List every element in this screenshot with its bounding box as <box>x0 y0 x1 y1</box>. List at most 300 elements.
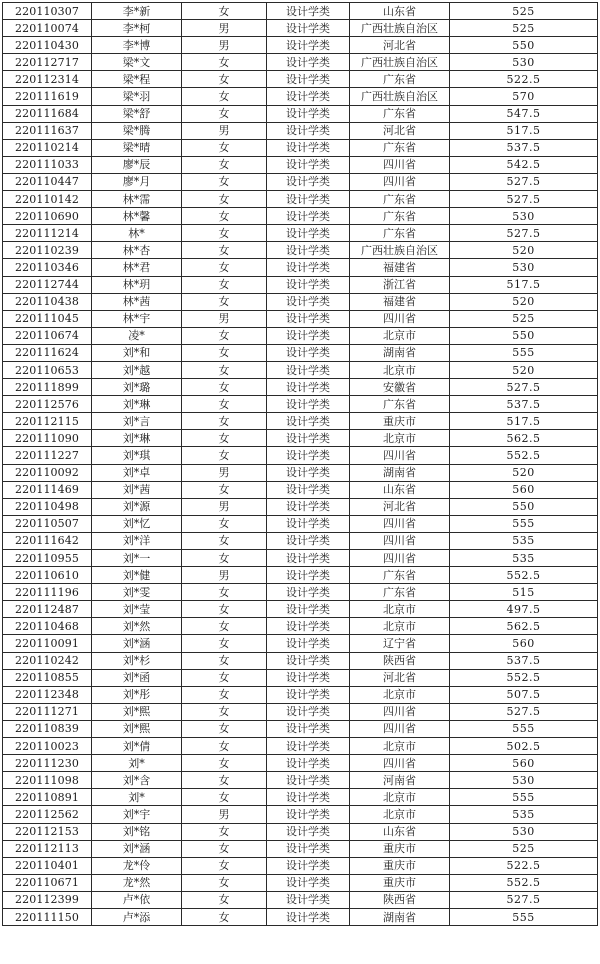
student-id-cell: 220110430 <box>3 37 92 54</box>
gender-cell: 女 <box>182 276 267 293</box>
name-cell: 刘*洋 <box>92 532 182 549</box>
score-cell: 502.5 <box>450 738 598 755</box>
student-id-cell: 220110239 <box>3 242 92 259</box>
score-cell: 570 <box>450 88 598 105</box>
major-cell: 设计学类 <box>267 276 350 293</box>
major-cell: 设计学类 <box>267 310 350 327</box>
student-id-cell: 220111642 <box>3 532 92 549</box>
table-row <box>3 874 598 891</box>
major-cell: 设计学类 <box>267 54 350 71</box>
gender-cell: 男 <box>182 567 267 584</box>
major-cell: 设计学类 <box>267 413 350 430</box>
score-cell: 550 <box>450 327 598 344</box>
province-cell: 北京市 <box>350 789 450 806</box>
major-cell: 设计学类 <box>267 327 350 344</box>
name-cell: 李*新 <box>92 3 182 20</box>
province-cell: 重庆市 <box>350 874 450 891</box>
student-id-cell: 220111271 <box>3 703 92 720</box>
major-cell: 设计学类 <box>267 379 350 396</box>
table-row <box>3 772 598 789</box>
province-cell: 广西壮族自治区 <box>350 54 450 71</box>
gender-cell: 女 <box>182 618 267 635</box>
table-row <box>3 242 598 259</box>
name-cell: 刘*倩 <box>92 738 182 755</box>
student-id-cell: 220112562 <box>3 806 92 823</box>
gender-cell: 女 <box>182 755 267 772</box>
province-cell: 广东省 <box>350 584 450 601</box>
name-cell: 廖*月 <box>92 173 182 190</box>
major-cell: 设计学类 <box>267 840 350 857</box>
student-id-cell: 220110438 <box>3 293 92 310</box>
score-cell: 522.5 <box>450 71 598 88</box>
name-cell: 刘*涵 <box>92 635 182 652</box>
major-cell: 设计学类 <box>267 772 350 789</box>
gender-cell: 女 <box>182 532 267 549</box>
name-cell: 龙*然 <box>92 874 182 891</box>
score-cell: 527.5 <box>450 173 598 190</box>
major-cell: 设计学类 <box>267 105 350 122</box>
major-cell: 设计学类 <box>267 550 350 567</box>
gender-cell: 男 <box>182 464 267 481</box>
student-id-cell: 220110346 <box>3 259 92 276</box>
student-id-cell: 220110653 <box>3 361 92 378</box>
table-row <box>3 105 598 122</box>
gender-cell: 女 <box>182 242 267 259</box>
table-row <box>3 652 598 669</box>
score-cell: 530 <box>450 259 598 276</box>
gender-cell: 男 <box>182 498 267 515</box>
major-cell: 设计学类 <box>267 669 350 686</box>
province-cell: 北京市 <box>350 618 450 635</box>
major-cell: 设计学类 <box>267 396 350 413</box>
gender-cell: 女 <box>182 789 267 806</box>
student-id-cell: 220112717 <box>3 54 92 71</box>
student-id-cell: 220111090 <box>3 430 92 447</box>
name-cell: 林*霈 <box>92 191 182 208</box>
province-cell: 广东省 <box>350 567 450 584</box>
major-cell: 设计学类 <box>267 532 350 549</box>
score-cell: 552.5 <box>450 669 598 686</box>
score-cell: 517.5 <box>450 413 598 430</box>
major-cell: 设计学类 <box>267 464 350 481</box>
score-cell: 562.5 <box>450 618 598 635</box>
province-cell: 福建省 <box>350 259 450 276</box>
table-row <box>3 327 598 344</box>
score-cell: 525 <box>450 20 598 37</box>
name-cell: 刘*琳 <box>92 430 182 447</box>
major-cell: 设计学类 <box>267 139 350 156</box>
name-cell: 李*柯 <box>92 20 182 37</box>
table-row <box>3 447 598 464</box>
table-row <box>3 806 598 823</box>
major-cell: 设计学类 <box>267 635 350 652</box>
province-cell: 陕西省 <box>350 652 450 669</box>
province-cell: 四川省 <box>350 550 450 567</box>
student-id-cell: 220111899 <box>3 379 92 396</box>
score-cell: 547.5 <box>450 105 598 122</box>
gender-cell: 女 <box>182 71 267 88</box>
student-id-cell: 220112487 <box>3 601 92 618</box>
table-row <box>3 361 598 378</box>
gender-cell: 女 <box>182 208 267 225</box>
student-id-cell: 220110091 <box>3 635 92 652</box>
gender-cell: 女 <box>182 908 267 925</box>
gender-cell: 女 <box>182 891 267 908</box>
student-id-cell: 220111033 <box>3 156 92 173</box>
name-cell: 梁*舒 <box>92 105 182 122</box>
major-cell: 设计学类 <box>267 891 350 908</box>
score-cell: 550 <box>450 37 598 54</box>
table-row <box>3 276 598 293</box>
province-cell: 山东省 <box>350 481 450 498</box>
table-row <box>3 191 598 208</box>
student-id-cell: 220112314 <box>3 71 92 88</box>
score-cell: 552.5 <box>450 567 598 584</box>
name-cell: 刘*言 <box>92 413 182 430</box>
province-cell: 北京市 <box>350 738 450 755</box>
name-cell: 刘*彤 <box>92 686 182 703</box>
gender-cell: 女 <box>182 584 267 601</box>
table-row <box>3 430 598 447</box>
table-row <box>3 259 598 276</box>
student-id-cell: 220110671 <box>3 874 92 891</box>
province-cell: 广东省 <box>350 225 450 242</box>
student-id-cell: 220112744 <box>3 276 92 293</box>
gender-cell: 女 <box>182 720 267 737</box>
province-cell: 河北省 <box>350 122 450 139</box>
student-id-cell: 220110142 <box>3 191 92 208</box>
table-row <box>3 515 598 532</box>
major-cell: 设计学类 <box>267 293 350 310</box>
major-cell: 设计学类 <box>267 738 350 755</box>
province-cell: 河北省 <box>350 498 450 515</box>
province-cell: 山东省 <box>350 823 450 840</box>
gender-cell: 女 <box>182 327 267 344</box>
province-cell: 四川省 <box>350 515 450 532</box>
name-cell: 刘*一 <box>92 550 182 567</box>
table-row <box>3 635 598 652</box>
province-cell: 广东省 <box>350 139 450 156</box>
score-cell: 555 <box>450 720 598 737</box>
name-cell: 刘*铭 <box>92 823 182 840</box>
score-cell: 537.5 <box>450 652 598 669</box>
name-cell: 卢*依 <box>92 891 182 908</box>
student-id-cell: 220110610 <box>3 567 92 584</box>
name-cell: 刘*函 <box>92 669 182 686</box>
student-id-cell: 220111150 <box>3 908 92 925</box>
gender-cell: 女 <box>182 379 267 396</box>
student-id-cell: 220111619 <box>3 88 92 105</box>
major-cell: 设计学类 <box>267 601 350 618</box>
gender-cell: 女 <box>182 772 267 789</box>
major-cell: 设计学类 <box>267 703 350 720</box>
gender-cell: 男 <box>182 806 267 823</box>
table-row <box>3 703 598 720</box>
gender-cell: 女 <box>182 481 267 498</box>
province-cell: 北京市 <box>350 327 450 344</box>
score-cell: 555 <box>450 515 598 532</box>
score-cell: 527.5 <box>450 703 598 720</box>
table-row <box>3 755 598 772</box>
score-cell: 530 <box>450 772 598 789</box>
province-cell: 广西壮族自治区 <box>350 20 450 37</box>
gender-cell: 女 <box>182 550 267 567</box>
province-cell: 四川省 <box>350 703 450 720</box>
score-cell: 520 <box>450 361 598 378</box>
province-cell: 辽宁省 <box>350 635 450 652</box>
score-cell: 525 <box>450 840 598 857</box>
student-id-cell: 220110307 <box>3 3 92 20</box>
score-cell: 527.5 <box>450 379 598 396</box>
table-row <box>3 567 598 584</box>
province-cell: 北京市 <box>350 601 450 618</box>
major-cell: 设计学类 <box>267 259 350 276</box>
table-row <box>3 54 598 71</box>
table-body <box>3 3 598 926</box>
province-cell: 湖南省 <box>350 464 450 481</box>
province-cell: 北京市 <box>350 361 450 378</box>
table-row <box>3 908 598 925</box>
major-cell: 设计学类 <box>267 191 350 208</box>
name-cell: 梁*程 <box>92 71 182 88</box>
major-cell: 设计学类 <box>267 806 350 823</box>
table-row <box>3 823 598 840</box>
score-cell: 537.5 <box>450 396 598 413</box>
score-cell: 527.5 <box>450 191 598 208</box>
score-cell: 517.5 <box>450 276 598 293</box>
table-row <box>3 3 598 20</box>
major-cell: 设计学类 <box>267 208 350 225</box>
gender-cell: 女 <box>182 361 267 378</box>
gender-cell: 女 <box>182 652 267 669</box>
name-cell: 刘*熙 <box>92 703 182 720</box>
table-row <box>3 584 598 601</box>
table-row <box>3 669 598 686</box>
table-row <box>3 88 598 105</box>
score-cell: 517.5 <box>450 122 598 139</box>
province-cell: 广东省 <box>350 191 450 208</box>
major-cell: 设计学类 <box>267 3 350 20</box>
score-cell: 537.5 <box>450 139 598 156</box>
student-id-cell: 220111624 <box>3 344 92 361</box>
score-cell: 530 <box>450 54 598 71</box>
major-cell: 设计学类 <box>267 874 350 891</box>
major-cell: 设计学类 <box>267 857 350 874</box>
student-id-cell: 220111684 <box>3 105 92 122</box>
gender-cell: 女 <box>182 601 267 618</box>
major-cell: 设计学类 <box>267 481 350 498</box>
major-cell: 设计学类 <box>267 908 350 925</box>
table-row <box>3 71 598 88</box>
table-row <box>3 840 598 857</box>
province-cell: 山东省 <box>350 3 450 20</box>
gender-cell: 女 <box>182 635 267 652</box>
table-row <box>3 310 598 327</box>
province-cell: 河北省 <box>350 37 450 54</box>
score-cell: 525 <box>450 3 598 20</box>
name-cell: 刘*卓 <box>92 464 182 481</box>
table-row <box>3 601 598 618</box>
table-row <box>3 225 598 242</box>
score-cell: 520 <box>450 464 598 481</box>
name-cell: 刘*涵 <box>92 840 182 857</box>
student-id-cell: 220110023 <box>3 738 92 755</box>
student-id-cell: 220110690 <box>3 208 92 225</box>
gender-cell: 女 <box>182 669 267 686</box>
score-cell: 552.5 <box>450 874 598 891</box>
name-cell: 刘*熙 <box>92 720 182 737</box>
student-id-cell: 220112399 <box>3 891 92 908</box>
gender-cell: 女 <box>182 293 267 310</box>
major-cell: 设计学类 <box>267 88 350 105</box>
gender-cell: 女 <box>182 686 267 703</box>
major-cell: 设计学类 <box>267 71 350 88</box>
major-cell: 设计学类 <box>267 567 350 584</box>
score-cell: 560 <box>450 755 598 772</box>
table-row <box>3 173 598 190</box>
gender-cell: 女 <box>182 447 267 464</box>
name-cell: 梁*腾 <box>92 122 182 139</box>
name-cell: 刘*杉 <box>92 652 182 669</box>
major-cell: 设计学类 <box>267 720 350 737</box>
score-cell: 555 <box>450 908 598 925</box>
gender-cell: 女 <box>182 738 267 755</box>
name-cell: 刘*源 <box>92 498 182 515</box>
province-cell: 四川省 <box>350 447 450 464</box>
score-cell: 520 <box>450 242 598 259</box>
gender-cell: 男 <box>182 20 267 37</box>
major-cell: 设计学类 <box>267 37 350 54</box>
name-cell: 廖*辰 <box>92 156 182 173</box>
student-id-cell: 220112115 <box>3 413 92 430</box>
table-row <box>3 156 598 173</box>
table-row <box>3 379 598 396</box>
score-cell: 497.5 <box>450 601 598 618</box>
student-id-cell: 220111637 <box>3 122 92 139</box>
score-cell: 535 <box>450 532 598 549</box>
major-cell: 设计学类 <box>267 361 350 378</box>
gender-cell: 女 <box>182 396 267 413</box>
province-cell: 北京市 <box>350 686 450 703</box>
province-cell: 广东省 <box>350 208 450 225</box>
student-id-cell: 220111045 <box>3 310 92 327</box>
province-cell: 四川省 <box>350 755 450 772</box>
province-cell: 广东省 <box>350 396 450 413</box>
major-cell: 设计学类 <box>267 173 350 190</box>
student-id-cell: 220110468 <box>3 618 92 635</box>
table-row <box>3 550 598 567</box>
score-cell: 562.5 <box>450 430 598 447</box>
table-row <box>3 686 598 703</box>
name-cell: 龙*伶 <box>92 857 182 874</box>
score-cell: 552.5 <box>450 447 598 464</box>
name-cell: 刘*宇 <box>92 806 182 823</box>
name-cell: 林*馨 <box>92 208 182 225</box>
gender-cell: 女 <box>182 105 267 122</box>
table-row <box>3 738 598 755</box>
gender-cell: 男 <box>182 310 267 327</box>
gender-cell: 女 <box>182 259 267 276</box>
score-cell: 527.5 <box>450 225 598 242</box>
name-cell: 梁*晴 <box>92 139 182 156</box>
table-row <box>3 857 598 874</box>
name-cell: 刘*莹 <box>92 601 182 618</box>
name-cell: 林*君 <box>92 259 182 276</box>
major-cell: 设计学类 <box>267 122 350 139</box>
gender-cell: 女 <box>182 344 267 361</box>
major-cell: 设计学类 <box>267 156 350 173</box>
province-cell: 重庆市 <box>350 857 450 874</box>
student-id-cell: 220110955 <box>3 550 92 567</box>
province-cell: 河南省 <box>350 772 450 789</box>
province-cell: 北京市 <box>350 430 450 447</box>
gender-cell: 女 <box>182 54 267 71</box>
student-id-cell: 220112348 <box>3 686 92 703</box>
province-cell: 广西壮族自治区 <box>350 242 450 259</box>
province-cell: 重庆市 <box>350 413 450 430</box>
student-id-cell: 220110214 <box>3 139 92 156</box>
province-cell: 陕西省 <box>350 891 450 908</box>
table-row <box>3 208 598 225</box>
province-cell: 广东省 <box>350 105 450 122</box>
admission-list-table <box>2 2 598 926</box>
student-id-cell: 220112153 <box>3 823 92 840</box>
gender-cell: 女 <box>182 823 267 840</box>
name-cell: 林*杏 <box>92 242 182 259</box>
name-cell: 刘*茜 <box>92 481 182 498</box>
gender-cell: 女 <box>182 857 267 874</box>
name-cell: 梁*文 <box>92 54 182 71</box>
student-id-cell: 220110242 <box>3 652 92 669</box>
table-row <box>3 293 598 310</box>
province-cell: 浙江省 <box>350 276 450 293</box>
gender-cell: 女 <box>182 703 267 720</box>
name-cell: 刘*然 <box>92 618 182 635</box>
student-id-cell: 220111469 <box>3 481 92 498</box>
student-id-cell: 220112576 <box>3 396 92 413</box>
gender-cell: 女 <box>182 139 267 156</box>
student-id-cell: 220110674 <box>3 327 92 344</box>
name-cell: 刘*雯 <box>92 584 182 601</box>
score-cell: 560 <box>450 635 598 652</box>
gender-cell: 女 <box>182 840 267 857</box>
name-cell: 刘*越 <box>92 361 182 378</box>
student-id-cell: 220111098 <box>3 772 92 789</box>
gender-cell: 女 <box>182 874 267 891</box>
score-cell: 530 <box>450 208 598 225</box>
score-cell: 555 <box>450 344 598 361</box>
province-cell: 河北省 <box>350 669 450 686</box>
province-cell: 四川省 <box>350 173 450 190</box>
student-id-cell: 220112113 <box>3 840 92 857</box>
student-id-cell: 220111214 <box>3 225 92 242</box>
gender-cell: 女 <box>182 3 267 20</box>
score-cell: 535 <box>450 550 598 567</box>
student-id-cell: 220110855 <box>3 669 92 686</box>
gender-cell: 女 <box>182 156 267 173</box>
gender-cell: 女 <box>182 515 267 532</box>
major-cell: 设计学类 <box>267 686 350 703</box>
student-id-cell: 220110507 <box>3 515 92 532</box>
name-cell: 卢*添 <box>92 908 182 925</box>
major-cell: 设计学类 <box>267 344 350 361</box>
province-cell: 广西壮族自治区 <box>350 88 450 105</box>
major-cell: 设计学类 <box>267 20 350 37</box>
major-cell: 设计学类 <box>267 652 350 669</box>
gender-cell: 女 <box>182 191 267 208</box>
name-cell: 林* <box>92 225 182 242</box>
score-cell: 530 <box>450 823 598 840</box>
